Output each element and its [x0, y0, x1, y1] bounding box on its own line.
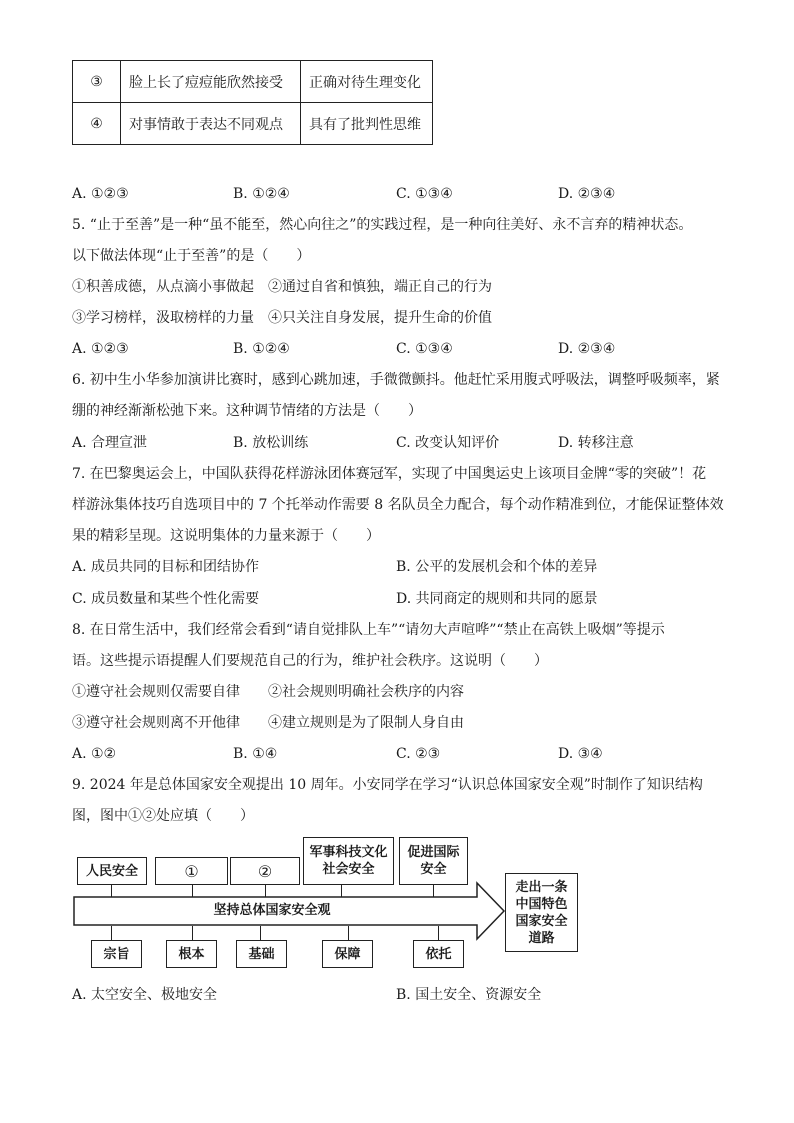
table-cell-behavior: 脸上长了痘痘能欣然接受 [121, 61, 301, 103]
q5-item-line2: ③学习榜样，汲取榜样的力量 ④只关注自身发展，提升生命的价值 [72, 310, 492, 326]
table-cell-behavior: 对事情敢于表达不同观点 [121, 103, 301, 145]
q5-option-a: A. ①②③ [72, 341, 129, 357]
q9-option-b: B. 国土安全、资源安全 [396, 987, 542, 1003]
q7-stem-line3: 果的精彩呈现。这说明集体的力量来源于（ ） [72, 528, 380, 544]
q8-stem-line1: 8. 在日常生活中，我们经常会看到“请自觉排队上车”“请勿大声喧哗”“禁止在高铁上吸烟”等提示 [72, 622, 665, 638]
q8-option-c: C. ②③ [396, 746, 441, 762]
q5-option-c: C. ①③④ [396, 341, 453, 357]
table-cell-meaning: 正确对待生理变化 [301, 61, 433, 103]
diagram-box-international-security: 促进国际 安全 [399, 837, 468, 885]
diagram-box-purpose: 宗旨 [91, 940, 142, 968]
q8-item-line1: ①遵守社会规则仅需要自律 ②社会规则明确社会秩序的内容 [72, 684, 464, 700]
diagram-box-basis: 基础 [236, 940, 287, 968]
q7-stem-line2: 样游泳集体技巧自选项目中的 7 个托举动作需要 8 名队员全力配合，每个动作精准到位，才能保证整体效 [72, 497, 724, 513]
q8-stem-line2: 语。这些提示语提醒人们要规范自己的行为，维护社会秩序。这说明（ ） [72, 653, 548, 669]
q8-option-d: D. ③④ [558, 746, 603, 762]
table-cell-num: ④ [73, 103, 121, 145]
diagram-box-blank-1: ① [155, 857, 228, 885]
diagram-box-military-security: 军事科技文化 社会安全 [303, 837, 394, 885]
diagram-box-reliance: 依托 [413, 940, 464, 968]
q7-option-c: C. 成员数量和某些个性化需要 [72, 591, 260, 607]
table-cell-num: ③ [73, 61, 121, 103]
q5-stem-line2: 以下做法体现“止于至善”的是（ ） [72, 248, 311, 264]
q9-option-a: A. 太空安全、极地安全 [72, 987, 218, 1003]
diagram-box-foundation: 根本 [166, 940, 217, 968]
table-row [73, 61, 433, 103]
q8-option-a: A. ①② [72, 746, 117, 762]
diagram-box-guarantee: 保障 [322, 940, 373, 968]
q7-stem-line1: 7. 在巴黎奥运会上，中国队获得花样游泳团体赛冠军，实现了中国奥运史上该项目金牌“零的突破”！花 [72, 466, 707, 482]
q5-option-b: B. ①②④ [233, 341, 290, 357]
diagram-box-blank-2: ② [230, 857, 300, 885]
diagram-box-road: 走出一条 中国特色 国家安全 道路 [505, 873, 578, 952]
q8-item-line2: ③遵守社会规则离不开他律 ④建立规则是为了限制人身自由 [72, 715, 464, 731]
q4-option-a: A. ①②③ [72, 186, 129, 202]
q6-stem-line2: 绷的神经渐渐松弛下来。这种调节情绪的方法是（ ） [72, 403, 422, 419]
table-cell-meaning: 具有了批判性思维 [301, 103, 433, 145]
answer-table [72, 60, 433, 145]
q7-option-b: B. 公平的发展机会和个体的差异 [396, 559, 598, 575]
q4-option-c: C. ①③④ [396, 186, 453, 202]
q4-option-d: D. ②③④ [558, 186, 616, 202]
arrow-label: 坚持总体国家安全观 [213, 903, 331, 918]
q6-option-c: C. 改变认知评价 [396, 435, 500, 451]
q6-option-d: D. 转移注意 [558, 435, 634, 451]
q9-stem-line2: 图，图中①②处应填（ ） [72, 808, 254, 824]
q6-option-a: A. 合理宣泄 [72, 435, 148, 451]
q5-stem-line1: 5. “止于至善”是一种“虽不能至，然心向往之”的实践过程，是一种向往美好、永不言弃的精神状态。 [72, 217, 693, 233]
q7-option-a: A. 成员共同的目标和团结协作 [72, 559, 260, 575]
diagram-box-people-security: 人民安全 [77, 857, 147, 885]
q7-option-d: D. 共同商定的规则和共同的愿景 [396, 591, 598, 607]
q5-option-d: D. ②③④ [558, 341, 616, 357]
q4-option-b: B. ①②④ [233, 186, 290, 202]
q5-item-line1: ①积善成德，从点滴小事做起 ②通过自省和慎独，端正自己的行为 [72, 279, 492, 295]
q8-option-b: B. ①④ [233, 746, 278, 762]
q6-stem-line1: 6. 初中生小华参加演讲比赛时，感到心跳加速，手微微颤抖。他赶忙采用腹式呼吸法，调整呼吸频率，紧 [72, 372, 720, 388]
q6-option-b: B. 放松训练 [233, 435, 309, 451]
table-row [73, 103, 433, 145]
q9-stem-line1: 9. 2024 年是总体国家安全观提出 10 周年。小安同学在学习“认识总体国家安全观”时制作了知识结构 [72, 777, 703, 793]
